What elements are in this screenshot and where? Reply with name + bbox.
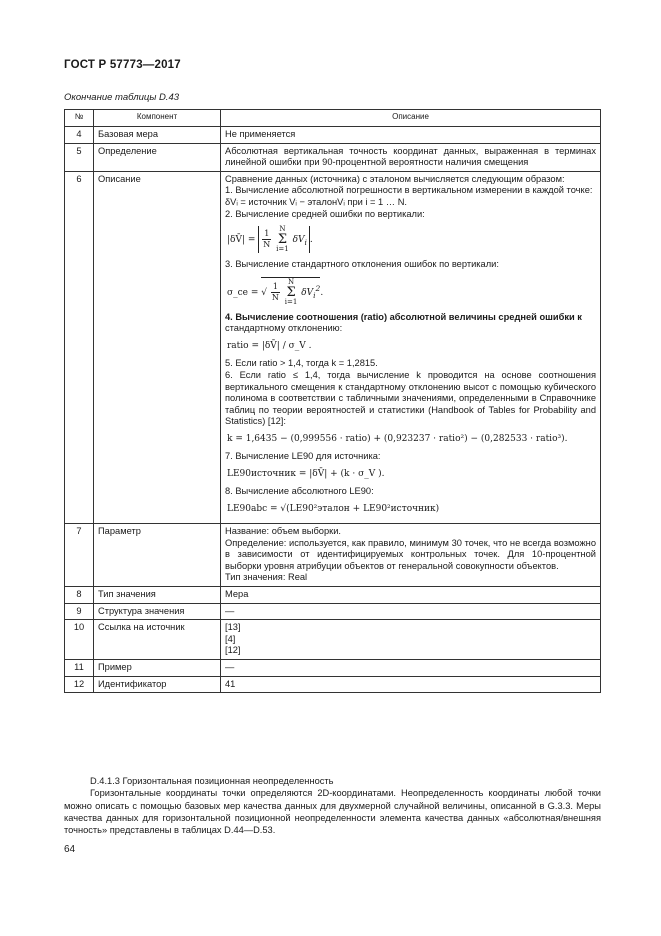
description-text: — <box>225 662 235 673</box>
row-number: 6 <box>65 171 94 523</box>
step-3-text: 3. Вычисление стандартного отклонения ошибок по вертикали: <box>225 259 499 270</box>
step-5-text: 5. Если ratio > 1,4, тогда k = 1,2815. <box>225 358 378 369</box>
row-description <box>221 620 601 660</box>
row-description <box>221 523 601 586</box>
description-text: Не применяется <box>225 129 296 139</box>
table-row <box>65 660 601 677</box>
step-2-text: 2. Вычисление средней ошибки по вертикали: <box>225 208 425 219</box>
row-component: Структура значения <box>94 603 221 620</box>
step-4-continuation: стандартному отклонению: <box>225 323 343 334</box>
description-text: Мера <box>225 589 249 600</box>
table-row <box>65 127 601 144</box>
step-6-text: 6. Если ratio ≤ 1,4, тогда вычисление k проводится на основе соотношения вертикального смещения к стандартному отклонению высот с помощью кубического полинома в соответствии с табличными значениями, определенными в Справочнике таблиц по теории вероятностей и статистики (Handbook of Tables for Probability and Statistics) [12]: <box>225 369 596 427</box>
table-row <box>65 676 601 693</box>
row-number: 12 <box>65 676 94 693</box>
mean-error-formula: |δV̄| = $\frac{1}{N}$ N Σ i=1 $\delta V_i$ . <box>227 225 313 254</box>
column-header-component: Компонент <box>94 110 221 127</box>
fraction: $\frac{1}{N}$ <box>263 229 271 250</box>
table-header-row <box>65 110 601 127</box>
description-text: Абсолютная вертикальная точность координат данных, выраженная в терминах линейной ошибки при 90-процентной вероятности наличия смещения <box>225 145 596 168</box>
row-component: Описание <box>94 171 221 523</box>
table-row <box>65 587 601 604</box>
row-component: Тип значения <box>94 587 221 604</box>
description-text: — <box>225 605 235 616</box>
mean-error-formula-lhs: |δV̄| = <box>227 235 256 246</box>
k-formula: k = 1,6435 − (0,999556 · ratio) + (0,923237 · ratio²) − (0,282533 · ratio³). <box>227 434 568 444</box>
row-component: Определение <box>94 143 221 171</box>
row-component: Базовая мера <box>94 127 221 144</box>
column-header-description: Описание <box>221 110 601 127</box>
std-dev-formula: σ_ce = √ $\frac{1}{N}$ N Σ i=1 $\delta V_i^2$. <box>227 277 324 306</box>
step-1-text: 1. Вычисление абсолютной погрешности в вертикальном измерении в каждой точке: <box>225 185 593 196</box>
body-paragraph: Горизонтальные координаты точки определяются 2D-координатами. Неопределенность координаты любой точки можно описать с помощью базовых мер качества данных для двухмерной случайной величины, описанной в G.3.3. Меры качества данных для горизонтальной позиционной неопределенности элемента качества данных «абсолютная/внешняя точность» представлены в таблицах D.44—D.53. <box>64 788 601 836</box>
step-4-text: 4. Вычисление соотношения (ratio) абсолютной величины средней ошибки к <box>225 311 582 322</box>
table-row <box>65 523 601 586</box>
parameter-name: Название: объем выборки. <box>225 525 341 536</box>
row-component: Ссылка на источник <box>94 620 221 660</box>
row-description <box>221 171 601 523</box>
body-text <box>64 775 601 836</box>
le90-absolute-formula: LE90abc = √(LE90²эталон + LE90²источник) <box>227 503 440 514</box>
parameter-definition: Определение: используется, как правило, минимум 30 точек, что не всегда возможно в зависимости от идентифицируемых контрольных точек. Для 10-процентной выборки уровня атрибуции объектов от генеральной совокупности объектов. <box>225 537 596 571</box>
sum-symbol: N Σ i=1 <box>276 225 289 254</box>
section-heading: D.4.1.3 Горизонтальная позиционная неопределенность <box>90 776 334 786</box>
sum-symbol: N Σ i=1 <box>284 277 298 306</box>
std-dev-formula-lhs: σ_ce = <box>227 287 259 298</box>
row-component: Пример <box>94 660 221 677</box>
row-description <box>221 143 601 171</box>
row-description <box>221 127 601 144</box>
row-number: 11 <box>65 660 94 677</box>
description-intro: Сравнение данных (источника) с эталоном вычисляется следующим образом: <box>225 173 565 184</box>
ratio-formula: ratio = |δV̄| / σ_V . <box>227 341 312 352</box>
row-number: 4 <box>65 127 94 144</box>
row-number: 7 <box>65 523 94 586</box>
step-1-formula: δVᵢ = источник Vᵢ − эталонVᵢ при i = 1 … N. <box>225 197 407 208</box>
row-component: Параметр <box>94 523 221 586</box>
row-description <box>221 660 601 677</box>
square-root: √ $\frac{1}{N}$ N Σ i=1 $\delta V_i^2$ <box>261 277 321 306</box>
description-text: 41 <box>225 678 236 689</box>
fraction: $\frac{1}{N}$ <box>271 281 279 302</box>
step-8-text: 8. Вычисление абсолютного LE90: <box>225 486 374 497</box>
column-header-num: № <box>65 110 94 127</box>
row-number: 9 <box>65 603 94 620</box>
reference-item: [4] <box>225 633 236 644</box>
le90-source-formula: LE90источник = |δV̄| + (k · σ_V ). <box>227 468 385 479</box>
table-row <box>65 171 601 523</box>
row-component: Идентификатор <box>94 676 221 693</box>
spec-table <box>64 109 601 693</box>
table-row <box>65 603 601 620</box>
step-7-text: 7. Вычисление LE90 для источника: <box>225 451 381 462</box>
table-row <box>65 143 601 171</box>
page-number: 64 <box>64 844 76 855</box>
reference-item: [12] <box>225 645 241 656</box>
parameter-value-type: Тип значения: Real <box>225 572 308 583</box>
table-caption: Окончание таблицы D.43 <box>64 92 180 103</box>
row-number: 8 <box>65 587 94 604</box>
abs-bar: $\frac{1}{N}$ N Σ i=1 $\delta V_i$ <box>258 226 310 253</box>
table-row <box>65 620 601 660</box>
row-description <box>221 603 601 620</box>
reference-item: [13] <box>225 622 241 633</box>
row-description <box>221 676 601 693</box>
row-description <box>221 587 601 604</box>
row-number: 5 <box>65 143 94 171</box>
document-header: ГОСТ Р 57773—2017 <box>64 59 181 71</box>
row-number: 10 <box>65 620 94 660</box>
